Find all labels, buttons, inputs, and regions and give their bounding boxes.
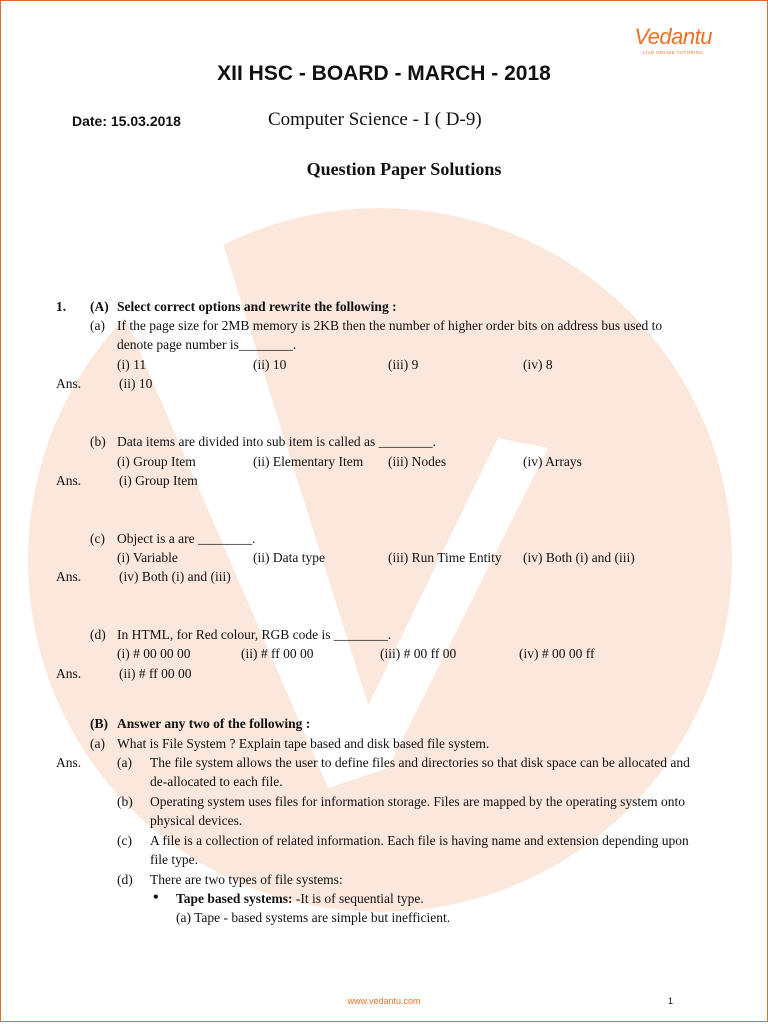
- point-label: (d): [117, 872, 133, 887]
- question-text: Data items are divided into sub item is called as ________.: [117, 434, 437, 449]
- section-a-title: Select correct options and rewrite the following :: [117, 299, 397, 314]
- page-subtitle: Question Paper Solutions: [306, 159, 502, 179]
- point-label: (c): [117, 833, 132, 848]
- bullet-subtext: (a) Tape - based systems are simple but inefficient.: [176, 910, 451, 925]
- option: (iv) Both (i) and (iii): [523, 550, 635, 565]
- answer-label: Ans.: [56, 569, 82, 584]
- logo-tagline: LIVE ONLINE TUTORING: [642, 50, 704, 55]
- point-label: (b): [117, 794, 133, 809]
- option: (ii) # ff 00 00: [241, 646, 314, 661]
- question-text: denote page number is________.: [117, 337, 297, 352]
- question-text: Object is a are ________.: [117, 531, 256, 546]
- option: (iv) Arrays: [523, 454, 582, 469]
- option: (i) 11: [117, 357, 147, 372]
- logo-wordmark: Vedantu: [634, 24, 712, 49]
- question-label: (a): [90, 318, 105, 333]
- point-text: Operating system uses files for information storage. Files are mapped by the operating system onto: [150, 794, 686, 809]
- point-text: The file system allows the user to define files and directories so that disk space can be allocated and: [150, 755, 690, 770]
- answer-label: Ans.: [56, 755, 82, 770]
- bullet-text: [176, 891, 424, 907]
- answer-text: (i) Group Item: [119, 473, 198, 488]
- option: (ii) Data type: [253, 550, 325, 565]
- question-label: (d): [90, 627, 106, 642]
- option: (iii) Run Time Entity: [388, 550, 502, 565]
- option: (i) # 00 00 00: [117, 646, 191, 661]
- page-number: 1: [668, 996, 674, 1006]
- question-text: In HTML, for Red colour, RGB code is ________.: [117, 627, 392, 642]
- exam-date: Date: 15.03.2018: [72, 113, 181, 129]
- point-text: A file is a collection of related information. Each file is having name and extension depending upon: [150, 833, 689, 848]
- option: (i) Group Item: [117, 454, 196, 469]
- option: (ii) 10: [253, 357, 287, 372]
- answer-label: Ans.: [56, 473, 82, 488]
- section-a-label: (A): [90, 299, 109, 314]
- question-text: What is File System ? Explain tape based and disk based file system.: [117, 736, 490, 751]
- option: (iv) # 00 00 ff: [519, 646, 595, 661]
- point-label: (a): [117, 755, 132, 770]
- page-title: XII HSC - BOARD - MARCH - 2018: [217, 62, 551, 85]
- question-label: (c): [90, 531, 105, 546]
- point-text: de-allocated to each file.: [150, 774, 283, 789]
- option: (i) Variable: [117, 550, 178, 565]
- option: (iii) Nodes: [388, 454, 447, 469]
- question-number: 1.: [56, 299, 67, 314]
- point-text: There are two types of file systems:: [150, 872, 343, 887]
- footer-url: www.vedantu.com: [347, 996, 421, 1006]
- question-label: (b): [90, 434, 106, 449]
- bullet-heading: Tape based systems:: [176, 891, 293, 906]
- question-text: If the page size for 2MB memory is 2KB then the number of higher order bits on address bus used to: [117, 318, 663, 333]
- answer-text: (iv) Both (i) and (iii): [119, 569, 231, 584]
- bullet-body: -It is of sequential type.: [292, 891, 424, 906]
- option: (iii) # 00 ff 00: [380, 646, 457, 661]
- answer-text: (ii) # ff 00 00: [119, 666, 192, 681]
- answer-label: Ans.: [56, 376, 82, 391]
- question-label: (a): [90, 736, 105, 751]
- bullet-icon: •: [153, 889, 159, 906]
- point-text: file type.: [150, 852, 198, 867]
- subject-title: Computer Science - I ( D-9): [268, 109, 482, 130]
- option: (ii) Elementary Item: [253, 454, 364, 469]
- option: (iv) 8: [523, 357, 553, 372]
- answer-label: Ans.: [56, 666, 82, 681]
- answer-text: (ii) 10: [119, 376, 153, 391]
- section-b-title: Answer any two of the following :: [117, 716, 311, 731]
- vedantu-logo: [634, 26, 712, 55]
- point-text: physical devices.: [150, 813, 243, 828]
- option: (iii) 9: [388, 357, 419, 372]
- section-b-label: (B): [90, 716, 108, 731]
